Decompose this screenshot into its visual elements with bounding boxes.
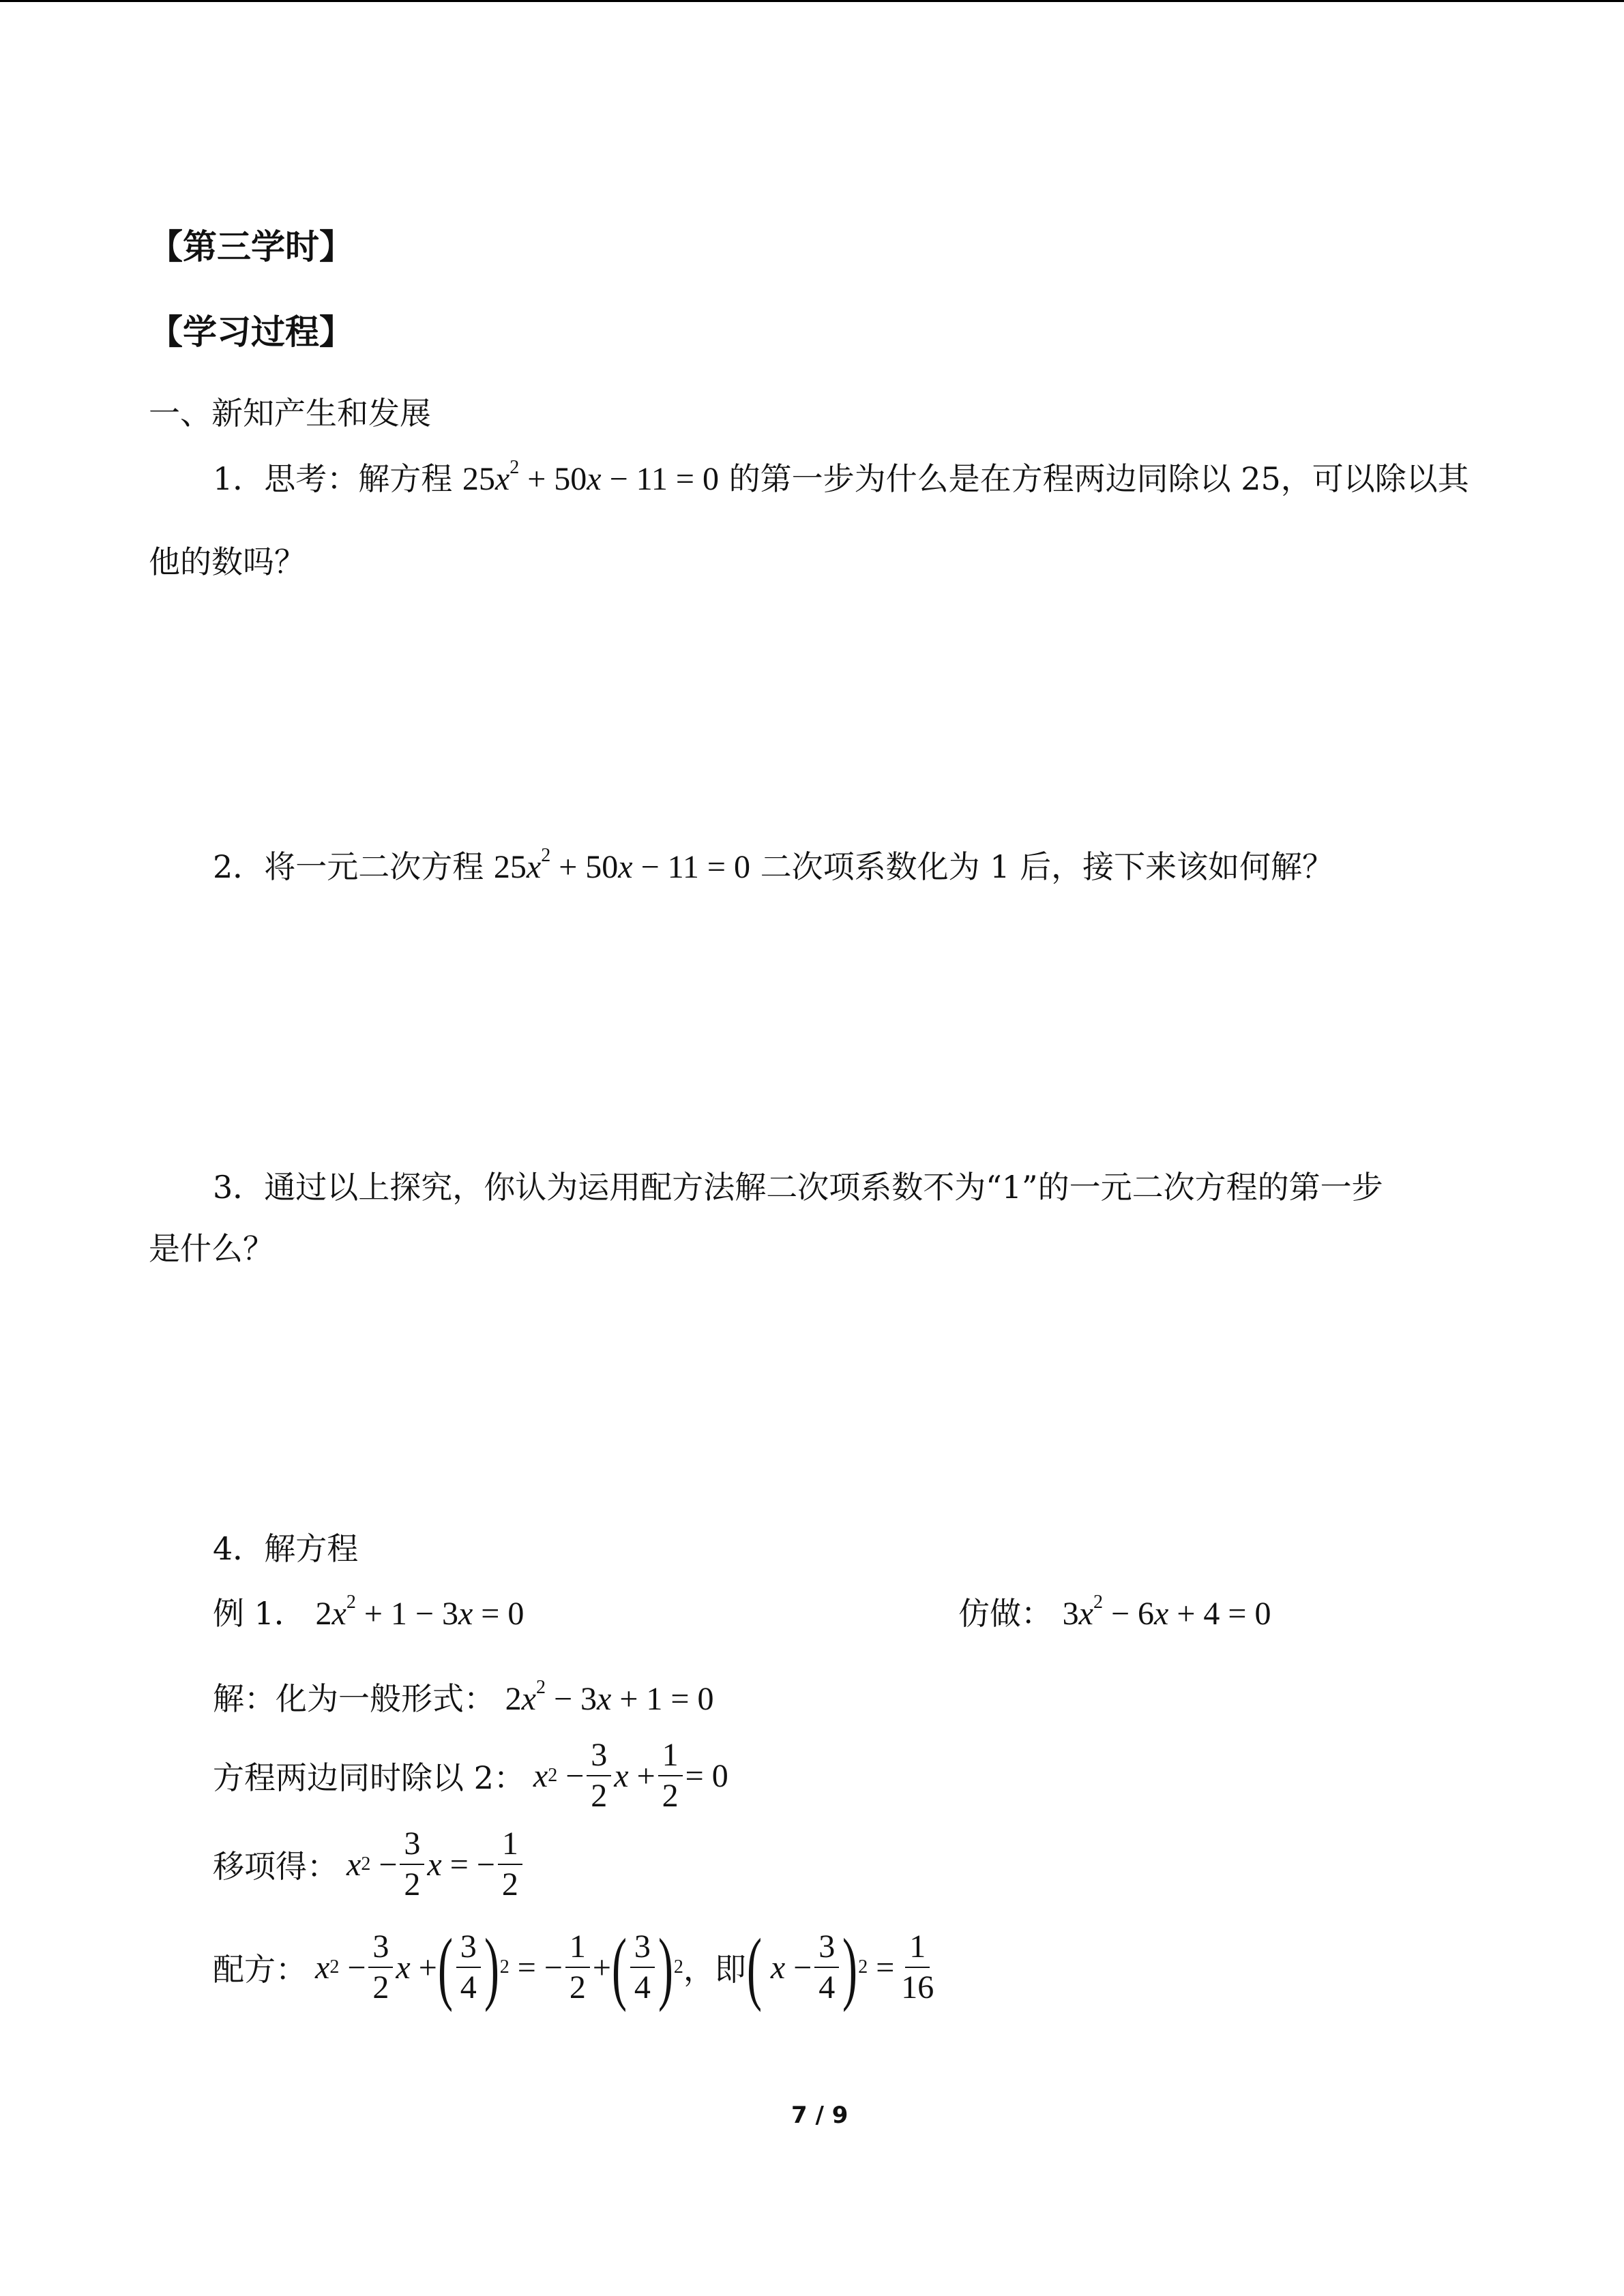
question-2-equation: $25x^2 + 50x - 11 = 0$ xyxy=(493,845,750,885)
section-title: 一、新知产生和发展 xyxy=(149,395,431,432)
question-1 xyxy=(213,454,1469,499)
solution-step-4 xyxy=(213,1922,941,2012)
solution-step-2 xyxy=(213,1735,728,1816)
top-border xyxy=(0,0,1624,2)
step-1-label: 解：化为一般形式： xyxy=(213,1680,495,1717)
page-number: 7 / 9 xyxy=(791,2102,848,2129)
imitate-label: 仿做： xyxy=(958,1595,1052,1632)
step-4-mid: ，即 xyxy=(683,1951,746,1988)
question-1-equation: $25x^2 + 50x - 11 = 0$ xyxy=(462,457,719,497)
question-2-tail: 二次项系数化为 1 后，接下来该如何解？ xyxy=(760,848,1334,885)
process-heading: 【学习过程】 xyxy=(149,312,353,352)
question-2 xyxy=(213,842,1333,887)
imitate-exercise xyxy=(958,1589,1271,1634)
example-label: 例 1． xyxy=(213,1595,306,1632)
question-2-lead: 2．将一元二次方程 xyxy=(213,848,484,885)
solution-step-3 xyxy=(213,1824,525,1905)
example-1 xyxy=(213,1589,524,1634)
step-2-label: 方程两边同时除以 2： xyxy=(213,1759,525,1796)
question-1-line2: 他的数吗？ xyxy=(149,543,306,580)
question-1-lead: 1．思考：解方程 xyxy=(213,460,453,497)
lesson-heading: 【第三学时】 xyxy=(149,227,353,267)
example-equation: $2x^2 + 1 - 3x = 0$ xyxy=(315,1592,525,1632)
question-3-line2: 是什么？ xyxy=(149,1230,274,1267)
step-4-label: 配方： xyxy=(213,1951,307,1988)
step-4-equation-a: x 2 − $\frac{3}{2}$ x + ( $\frac{3}{4}$ ) 2 = − $\frac{1}{2}$ + ( $\frac{3}{4}$ ) 2 xyxy=(315,1922,683,2012)
step-1-equation: $2x^2 - 3x + 1 = 0$ xyxy=(505,1677,714,1717)
question-4-title: 4．解方程 xyxy=(213,1530,359,1567)
step-2-equation: x 2 − $\frac{3}{2}$ x + $\frac{1}{2}$ = 0 xyxy=(533,1737,728,1814)
step-3-label: 移项得： xyxy=(213,1848,338,1885)
step-4-equation-b: ( x − $\frac{3}{4}$ ) 2 = $\frac{1}{16}$ xyxy=(746,1922,934,2012)
question-3-line1: 3．通过以上探究，你认为运用配方法解二次项系数不为“1”的一元二次方程的第一步 xyxy=(213,1169,1383,1206)
solution-step-1 xyxy=(213,1674,713,1719)
question-1-tail: 的第一步为什么是在方程两边同除以 25，可以除以其 xyxy=(728,460,1469,497)
imitate-equation: $3x^2 - 6x + 4 = 0$ xyxy=(1062,1592,1271,1632)
step-3-equation: x 2 − $\frac{3}{2}$ x = − $\frac{1}{2}$ xyxy=(338,1824,525,1905)
